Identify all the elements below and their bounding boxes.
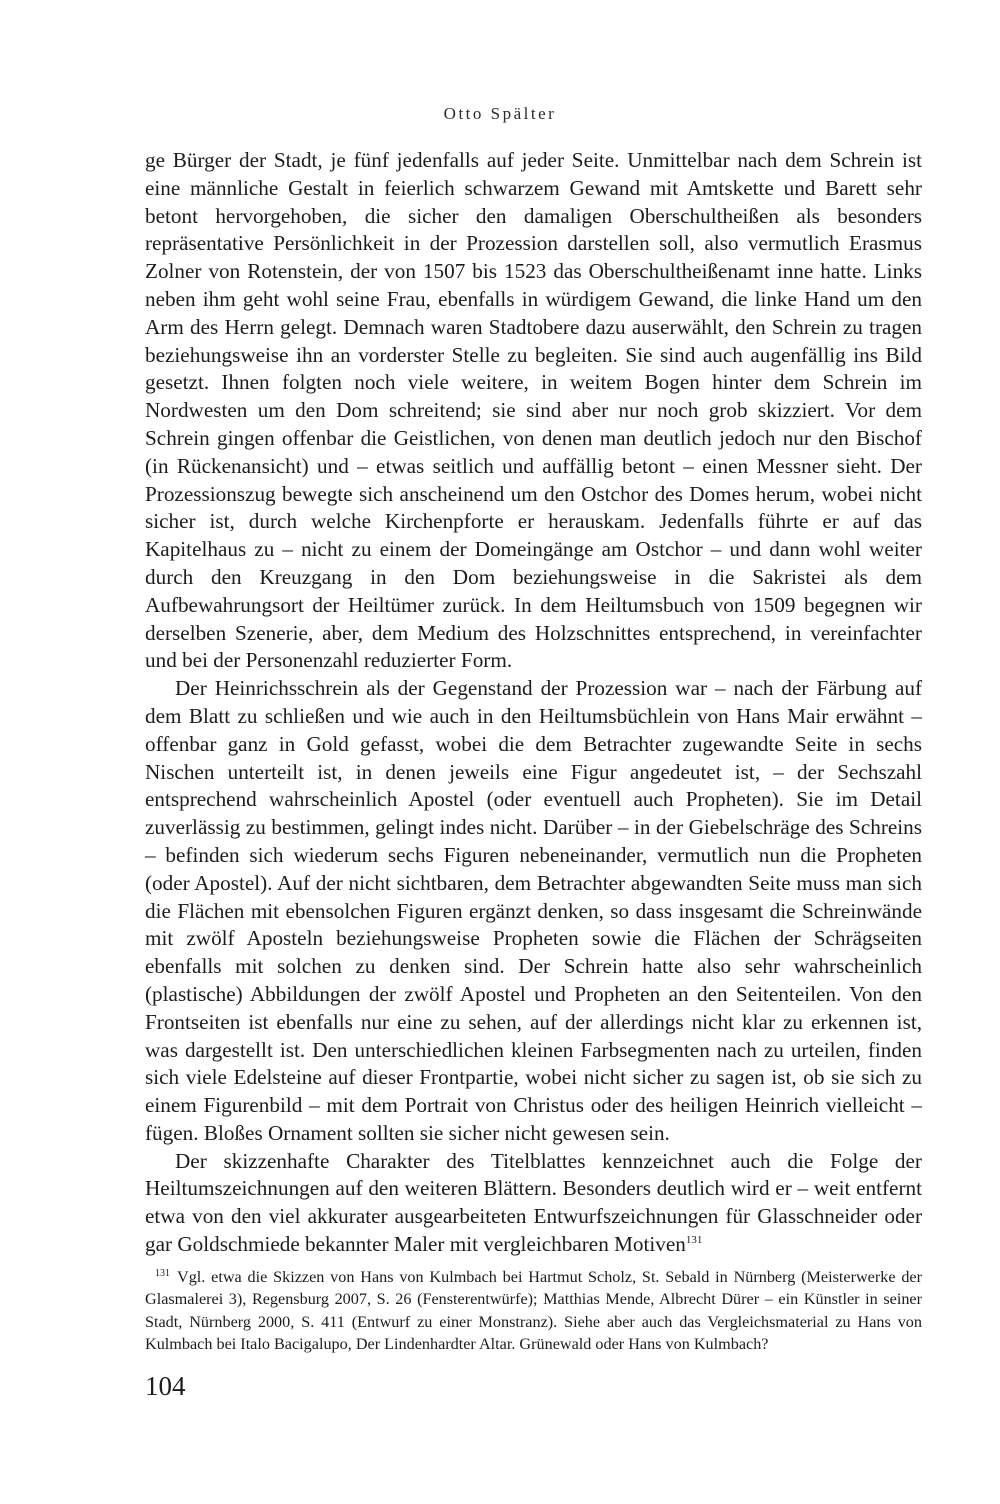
- footnote-text: Vgl. etwa die Skizzen von Hans von Kulmbach bei Hartmut Scholz, St. Sebald in Nürnberg (Meisterwerke der Glasmalerei 3), Regensburg 2007, S. 26 (Fensterentwürfe); Matthias Mende, Albrecht Dürer – ein Künstler in seiner Stadt, Nürnberg 2000, S. 411 (Entwurf zu einer Monstranz). Siehe aber auch das Vergleichsmaterial zu Hans von Kulmbach bei Italo Bacigalupo, Der Lindenhardter Altar. Grünewald oder Hans von Kulmbach?: [145, 1268, 922, 1353]
- paragraph-3-text: Der skizzenhafte Charakter des Titelblattes kennzeichnet auch die Folge der Heiltumszeichnungen auf den weiteren Blättern. Besonders deutlich wird er – weit entfernt etwa von den viel akkurater ausgearbeiteten Entwurfszeichnungen für Glasschneider oder gar Goldschmiede bekannter Maler mit vergleichbaren Motiven: [145, 1148, 922, 1257]
- page-number: 104: [145, 1371, 186, 1401]
- paragraph-2: Der Heinrichsschrein als der Gegenstand der Prozession war – nach der Färbung auf dem Blatt zu schließen und wie auch in den Heiltumsbüchlein von Hans Mair erwähnt – offenbar ganz in Gold gefasst, wobei die dem Betrachter zugewandte Seite in sechs Nischen unterteilt ist, in denen jeweils eine Figur angedeutet ist, – der Sechszahl entsprechend wahrscheinlich Apostel (oder eventuell auch Propheten). Sie im Detail zuverlässig zu bestimmen, gelingt indes nicht. Darüber – in der Giebelschräge des Schreins – befinden sich wiederum sechs Figuren nebeneinander, vermutlich nun die Propheten (oder Apostel). Auf der nicht sichtbaren, dem Betrachter abgewandten Seite muss man sich die Flächen mit ebensolchen Figuren ergänzt denken, so dass insgesamt die Schreinwände mit zwölf Aposteln beziehungsweise Propheten sowie die Flächen der Schrägseiten ebenfalls mit solchen zu denken sind. Der Schrein hatte also sehr wahrscheinlich (plastische) Abbildungen der zwölf Apostel und Propheten an den Seitenteilen. Von den Frontseiten ist ebenfalls nur eine zu sehen, auf der allerdings nicht klar zu erkennen ist, was dargestellt ist. Den unterschiedlichen kleinen Farbsegmenten nach zu urteilen, finden sich viele Edelsteine auf dieser Frontpartie, wobei nicht sicher zu sagen ist, ob sie sich zu einem Figurenbild – mit dem Portrait von Christus oder des heiligen Heinrich vielleicht – fügen. Bloßes Ornament sollten sie sicher nicht gewesen sein.: [145, 676, 922, 1145]
- footnote-reference[interactable]: 131: [685, 1234, 703, 1247]
- paragraph-1: ge Bürger der Stadt, je fünf jedenfalls auf jeder Seite. Unmittelbar nach dem Schrein ist eine männliche Gestalt in feierlich schwarzem Gewand mit Amtskette und Barett sehr betont hervorgehoben, die sicher den damaligen Oberschultheißen als besonders repräsentative Persönlichkeit in der Prozession darstellen soll, also vermutlich Erasmus Zolner von Rotenstein, der von 1507 bis 1523 das Oberschultheißenamt inne hatte. Links neben ihm geht wohl seine Frau, ebenfalls in würdigem Gewand, die linke Hand um den Arm des Herrn gelegt. Demnach waren Stadtobere dazu auserwählt, den Schrein zu tragen beziehungsweise ihn an vorderster Stelle zu begleiten. Sie sind auch augenfällig ins Bild gesetzt. Ihnen folgten noch viele weitere, in weitem Bogen hinter dem Schrein im Nordwesten um den Dom schreitend; sie sind aber nur noch grob skizziert. Vor dem Schrein gingen offenbar die Geistlichen, von denen man deutlich jedoch nur den Bischof (in Rückenansicht) und – etwas seitlich und auffällig betont – einen Messner sieht. Der Prozessionszug bewegte sich anscheinend um den Ostchor des Domes herum, wobei nicht sicher ist, durch welche Kirchenpforte er herauskam. Jedenfalls führte er auf das Kapitelhaus zu – nicht zu einem der Domeingänge am Ostchor – und dann wohl weiter durch den Kreuzgang in den Dom beziehungsweise in die Sakristei als dem Aufbewahrungsort der Heiltümer zurück. In dem Heiltumsbuch von 1509 begegnen wir derselben Szenerie, aber, dem Medium des Holzschnittes entsprechend, in vereinfachter und bei der Personenzahl reduzierter Form.: [145, 148, 922, 673]
- footnote: [145, 1266, 922, 1355]
- footnotes: [145, 1266, 922, 1355]
- paragraph-3: [145, 1148, 922, 1259]
- running-head: Otto Spälter: [443, 104, 557, 123]
- footnote-number: 131: [155, 1268, 170, 1279]
- body-text: [145, 147, 922, 1259]
